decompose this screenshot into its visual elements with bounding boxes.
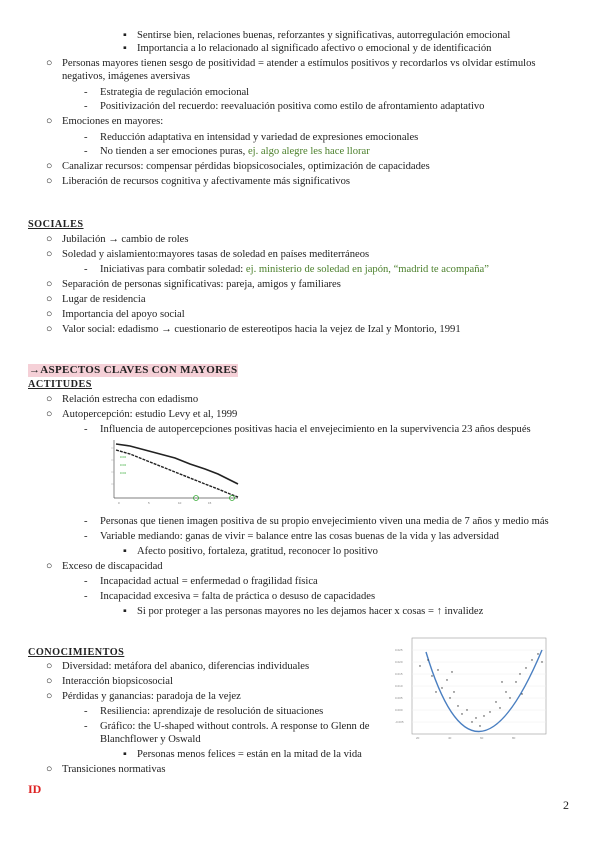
text: Jubilación → cambio de roles [62, 234, 189, 245]
svg-text:-0.005: -0.005 [395, 720, 404, 724]
bullet-dash: - [84, 706, 88, 717]
svg-text:0.015: 0.015 [395, 672, 403, 676]
svg-text:80: 80 [512, 736, 516, 740]
example-text: ej. ministerio de soledad en japón, “madrid te acompaña” [245, 264, 489, 275]
bullet-square: ▪ [123, 43, 127, 54]
example-text: ej. algo alegre les hace llorar [247, 146, 370, 157]
bullet-circle: ○ [46, 116, 53, 127]
bullet-dash: - [84, 424, 88, 435]
svg-text:0.020: 0.020 [395, 660, 403, 664]
text-line [84, 86, 250, 99]
text-line [84, 145, 370, 158]
page-number: 2 [563, 798, 569, 812]
text: Iniciativas para combatir soledad: [100, 264, 244, 275]
bullet-circle: ○ [46, 309, 53, 320]
bullet-circle: ○ [46, 676, 53, 687]
text: Incapacidad actual = enfermedad o fragilidad física [100, 576, 318, 587]
u-shape-chart-figure [392, 632, 550, 742]
text: Relación estrecha con edadismo [62, 394, 199, 405]
text: Afecto positivo, fortaleza, gratitud, reconocer lo positivo [137, 546, 378, 557]
text-line [46, 115, 164, 128]
bullet-square: ▪ [123, 606, 127, 617]
bullet-circle: ○ [46, 324, 53, 335]
text: Importancia del apoyo social [62, 309, 185, 320]
text: Reducción adaptativa en intensidad y variedad de expresiones emocionales [100, 132, 419, 143]
bullet-dash: - [84, 516, 88, 527]
text: Variable mediando: ganas de vivir = balance entre las cosas buenas de la vida y las adversidad [100, 531, 499, 542]
text-line [84, 720, 370, 733]
bullet-circle: ○ [46, 249, 53, 260]
footer-id-label: ID [28, 782, 42, 796]
text: Canalizar recursos: compensar pérdidas biopsicosociales, optimización de capacidades [62, 161, 430, 172]
text: Liberación de recursos cognitiva y afectivamente más significativos [62, 176, 350, 187]
text-line [46, 408, 238, 421]
bullet-dash: - [84, 576, 88, 587]
text: No tienden a ser emociones puras, [100, 146, 246, 157]
text-line [123, 605, 484, 618]
text-line [46, 675, 173, 688]
bullet-circle: ○ [46, 234, 53, 245]
svg-text:0.005: 0.005 [395, 696, 403, 700]
bullet-circle: ○ [46, 58, 53, 69]
text-line [123, 29, 511, 42]
section-heading-aspectos: →ASPECTOS CLAVES CON MAYORES [29, 364, 238, 376]
bullet-dash: - [84, 101, 88, 112]
svg-text:15: 15 [208, 501, 212, 505]
section-heading-sociales: SOCIALES [28, 219, 84, 230]
bullet-dash: - [84, 87, 88, 98]
svg-text:•••••: ••••• [120, 455, 127, 459]
svg-text:•••••: ••••• [120, 463, 127, 467]
text-line [84, 131, 419, 144]
text: Positivización del recuerdo: reevaluación positiva como estilo de afrontamiento adaptativo [100, 101, 485, 112]
bullet-square: ▪ [123, 30, 127, 41]
svg-text:0: 0 [118, 501, 120, 505]
bullet-circle: ○ [46, 294, 53, 305]
svg-text:0.000: 0.000 [395, 708, 403, 712]
text-line [84, 263, 489, 276]
text: Resiliencia: aprendizaje de resolución de situaciones [100, 706, 324, 717]
text-line [46, 160, 430, 173]
text: Si por proteger a las personas mayores no les dejamos hacer x cosas = ↑ invalidez [137, 606, 484, 617]
text: Transiciones normativas [62, 764, 166, 775]
text-line [84, 590, 376, 603]
text: Gráfico: the U-shaped without controls. A response to Glenn de [100, 721, 370, 732]
text: Incapacidad excesiva = falta de práctica o desuso de capacidades [100, 591, 376, 602]
text: Personas mayores tienen sesgo de positividad = atender a estímulos positivos y recordarlos vs olvidar estímulos negativos, imágenes aversivas [62, 58, 536, 82]
text-line [46, 323, 461, 336]
bullet-dash: - [84, 721, 88, 732]
text-line [123, 748, 362, 761]
text-line [84, 515, 549, 528]
svg-text:0.010: 0.010 [395, 684, 403, 688]
text-line [84, 530, 499, 543]
text: Influencia de autopercepciones positivas hacia el envejecimiento en la supervivencia 23 años después [100, 424, 531, 435]
text: Valor social: edadismo → cuestionario de estereotipos hacia la vejez de Izal y Montorio, 1991 [62, 324, 461, 335]
bullet-circle: ○ [46, 176, 53, 187]
text: Exceso de discapacidad [62, 561, 163, 572]
text: Separación de personas significativas: pareja, amigos y familiares [62, 279, 341, 290]
bullet-circle: ○ [46, 661, 53, 672]
text-line [46, 660, 310, 673]
text: Sentirse bien, relaciones buenas, reforzantes y significativas, autorregulación emocional [137, 30, 511, 41]
bullet-dash: - [84, 146, 88, 157]
text-line [46, 233, 189, 246]
text-line: Blanchflower y Oswald [100, 734, 201, 745]
bullet-square: ▪ [123, 546, 127, 557]
bullet-circle: ○ [46, 279, 53, 290]
text-line [46, 175, 350, 188]
text: Autopercepción: estudio Levy et al, 1999 [62, 409, 238, 420]
text: Emociones en mayores: [62, 116, 164, 127]
text-line [84, 100, 485, 113]
svg-text:10: 10 [178, 501, 182, 505]
text: Diversidad: metáfora del abanico, diferencias individuales [62, 661, 310, 672]
text: Personas que tienen imagen positiva de su propio envejecimiento viven una media de 7 años y medio más [100, 516, 549, 527]
svg-text:60: 60 [480, 736, 484, 740]
text-line [84, 423, 531, 436]
bullet-circle: ○ [46, 561, 53, 572]
text: Pérdidas y ganancias: paradoja de la vejez [62, 691, 241, 702]
text: Lugar de residencia [62, 294, 146, 305]
text: Personas menos felices = están en la mitad de la vida [137, 749, 362, 760]
subheading-conocimientos: CONOCIMIENTOS [28, 647, 125, 658]
text: Interacción biopsicosocial [62, 676, 173, 687]
text-line [46, 393, 199, 406]
svg-text:0.025: 0.025 [395, 648, 403, 652]
text: Importancia a lo relacionado al significado afectivo o emocional y de identificación [137, 43, 492, 54]
text-line [123, 42, 492, 55]
text-line [46, 763, 166, 776]
bullet-circle: ○ [46, 691, 53, 702]
bullet-dash: - [84, 531, 88, 542]
text-line [123, 545, 378, 558]
text-line [46, 248, 370, 261]
text: Soledad y aislamiento:mayores tasas de soledad en países mediterráneos [62, 249, 370, 260]
svg-text:40: 40 [448, 736, 452, 740]
text-line [46, 308, 185, 321]
bullet-circle: ○ [46, 161, 53, 172]
text-line [46, 690, 241, 703]
svg-text:•••••: ••••• [120, 471, 127, 475]
text-line [84, 705, 324, 718]
text-line [46, 278, 341, 291]
svg-text:5: 5 [148, 501, 150, 505]
subheading-actitudes: ACTITUDES [28, 379, 92, 390]
text-line [84, 575, 318, 588]
text-line [46, 560, 163, 573]
bullet-circle: ○ [46, 394, 53, 405]
bullet-dash: - [84, 132, 88, 143]
text-line [46, 293, 146, 306]
survival-chart-figure [100, 436, 240, 508]
bullet-dash: - [84, 591, 88, 602]
bullet-square: ▪ [123, 749, 127, 760]
text: Estrategia de regulación emocional [100, 87, 250, 98]
svg-text:20: 20 [416, 736, 420, 740]
bullet-dash: - [84, 264, 88, 275]
bullet-circle: ○ [46, 409, 53, 420]
text-line [46, 57, 567, 83]
bullet-circle: ○ [46, 764, 53, 775]
